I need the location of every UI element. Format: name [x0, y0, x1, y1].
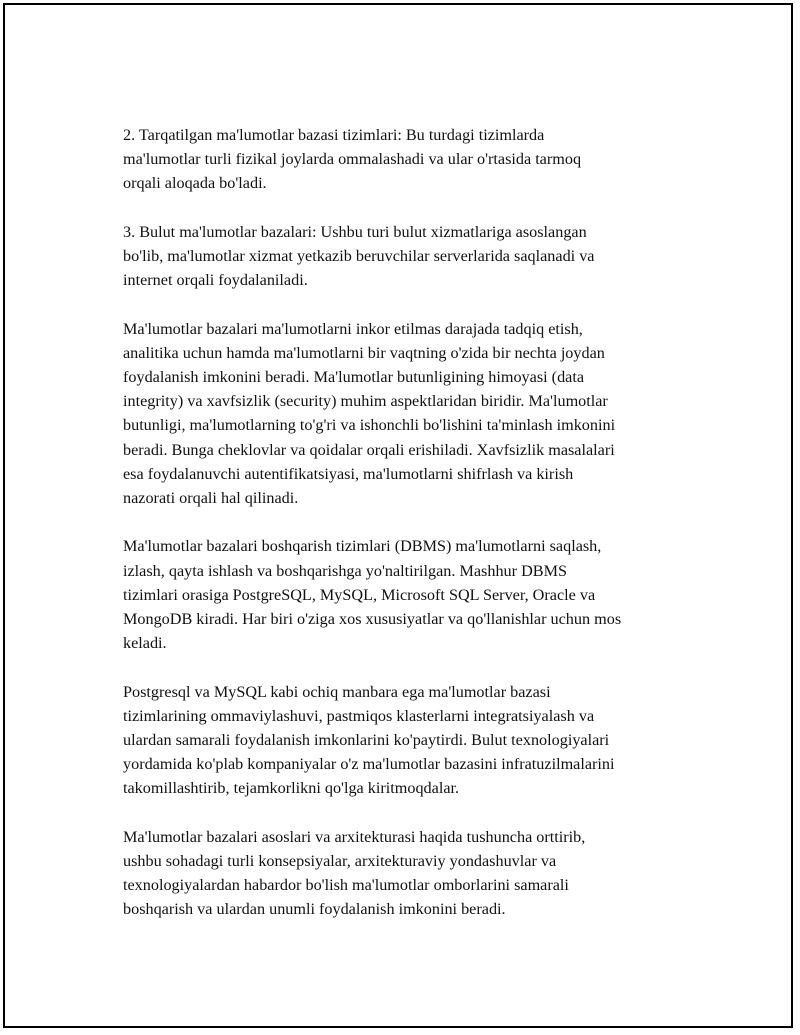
text-line: izlash, qayta ishlash va boshqarishga yo'naltirilgan. Mashhur DBMS: [123, 561, 567, 580]
text-line: Postgresql va MySQL kabi ochiq manbara ega ma'lumotlar bazasi: [123, 682, 551, 701]
text-line: ulardan samarali foydalanish imkonlarini ko'paytirdi. Bulut texnologiyalari: [123, 731, 610, 750]
paragraph-distributed-databases: [123, 123, 703, 196]
text-line: Ma'lumotlar bazalari boshqarish tizimlari (DBMS) ma'lumotlarni saqlash,: [123, 537, 602, 556]
text-line: Ma'lumotlar bazalari asoslari va arxitekturasi haqida tushuncha orttirib,: [123, 827, 586, 846]
text-line: ushbu sohadagi turli konsepsiyalar, arxitekturaviy yondashuvlar va: [123, 852, 557, 871]
text-line: beradi. Bunga cheklovlar va qoidalar orqali erishiladi. Xavfsizlik masalalari: [123, 440, 615, 459]
text-line: yordamida ko'plab kompaniyalar o'z ma'lumotlar bazasini infratuzilmalarini: [123, 755, 615, 774]
text-line: texnologiyalardan habardor bo'lish ma'lumotlar omborlarini samarali: [123, 876, 569, 895]
text-line: integrity) va xavfsizlik (security) muhim aspektlaridan biridir. Ma'lumotlar: [123, 392, 608, 411]
text-line: nazorati orqali hal qilinadi.: [123, 489, 299, 508]
text-line: 3. Bulut ma'lumotlar bazalari: Ushbu turi bulut xizmatlariga asoslangan: [123, 222, 587, 241]
text-line: 2. Tarqatilgan ma'lumotlar bazasi tizimlari: Bu turdagi tizimlarda: [123, 126, 545, 144]
text-line: orqali aloqada bo'ladi.: [123, 174, 267, 193]
paragraph-integrity-security: [123, 317, 703, 511]
document-body: [123, 123, 703, 946]
paragraph-cloud-databases: [123, 220, 703, 293]
text-line: foydalanish imkonini beradi. Ma'lumotlar butunligining himoyasi (data: [123, 368, 585, 386]
text-line: esa foydalanuvchi autentifikatsiyasi, ma'lumotlarni shifrlash va kirish: [123, 464, 574, 483]
text-line: keladi.: [123, 634, 167, 653]
text-line: takomillashtirib, tejamkorlikni qo'lga kiritmoqdalar.: [123, 779, 460, 798]
text-line: internet orqali foydalaniladi.: [123, 271, 308, 290]
paragraph-open-source: [123, 680, 703, 801]
text-line: butunligi, ma'lumotlarning to'g'ri va ishonchli bo'lishini ta'minlash imkonini: [123, 416, 616, 435]
text-line: bo'lib, ma'lumotlar xizmat yetkazib beruvchilar serverlarida saqlanadi va: [123, 247, 595, 265]
paragraph-conclusion: [123, 825, 703, 922]
text-line: Ma'lumotlar bazalari ma'lumotlarni inkor etilmas darajada tadqiq etish,: [123, 319, 583, 338]
text-line: ma'lumotlar turli fizikal joylarda ommalashadi va ular o'rtasida tarmoq: [123, 150, 582, 169]
text-line: analitika uchun hamda ma'lumotlarni bir vaqtning o'zida bir nechta joydan: [123, 343, 605, 362]
text-line: tizimlarining ommaviylashuvi, pastmiqos klasterlarni integratsiyalash va: [123, 706, 595, 725]
text-line: tizimlari orasiga PostgreSQL, MySQL, Microsoft SQL Server, Oracle va: [123, 585, 596, 604]
text-line: boshqarish va ulardan unumli foydalanish imkonini beradi.: [123, 900, 506, 919]
paragraph-dbms: [123, 534, 703, 655]
page-frame: [3, 3, 793, 1028]
text-line: MongoDB kiradi. Har biri o'ziga xos xususiyatlar va qo'llanishlar uchun mos: [123, 610, 622, 629]
